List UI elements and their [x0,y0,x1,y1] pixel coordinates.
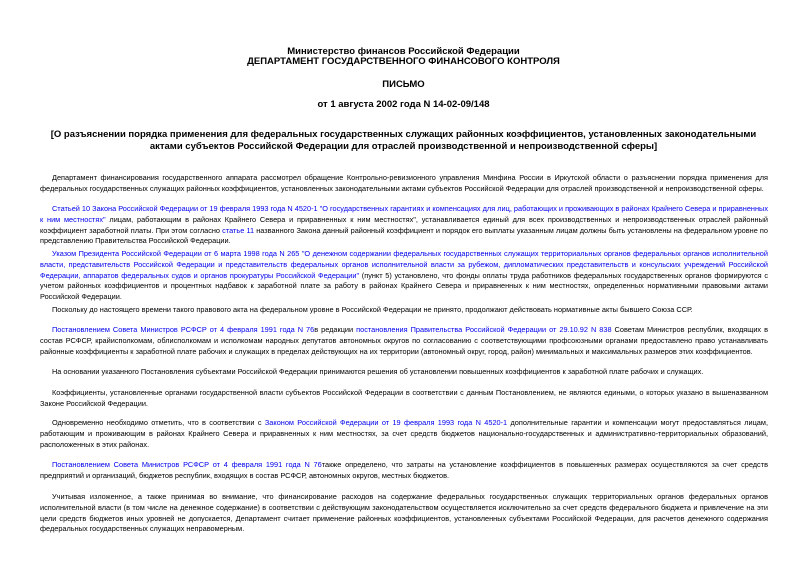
paragraph [40,204,768,246]
document-type: ПИСЬМО [382,79,425,90]
paragraph [40,305,768,316]
document-link[interactable]: Законом Российской Федерации от 19 февраля 1993 года N 4520-1 [264,418,508,427]
document-link[interactable]: Статьей 10 Закона Российской Федерации от 19 февраля 1993 года N 4520-1 "О государственных гарантиях и компенсациях для лиц, работающих и проживающих в районах Крайнего Севера и приравненных к ним местностях" [40,204,768,224]
document-title: [О разъяснении порядка применения для федеральных государственных служащих районных коэффициентов, установленных законодательными актами субъектов Российской Федерации для отраслей производственной и непроизводственной сферы] [50,129,757,152]
paragraph-text: Коэффициенты, установленные органами государственной власти субъектов Российской Федерации в соответствии с данным Постановлением, не являются едиными, о которых указано в вышеназванном Законе Российской Федерации. [40,388,768,408]
paragraph [40,367,768,378]
paragraph-text: лицам, работающим в районах Крайнего Севера и приравненных к ним местностях", устанавливается единый для всех производственных и непроизводственных отраслей районный коэффициент заработной платы. При этом согласно [40,214,768,235]
paragraph-text: в редакции [314,325,357,334]
paragraph-text: названного Закона данный районный коэффициент и порядок его выплаты указанным лицам должны быть установлены на федеральном уровне по представлению Правительства Российской Федерации. [40,225,768,246]
paragraph-text: (пункт 5) установлено, что фонды оплаты труда работников федеральных государственных органов формируются с учетом районных коэффициентов и процентных надбавок к заработной плате за работу в районах Крайнего Севера и приравненных к ним местностях, определенных нормативными правовыми актами Российской Федерации. [40,270,768,302]
document-link[interactable]: Постановлением Совета Министров РСФСР от 4 февраля 1991 года N 76 [52,325,315,334]
document-link[interactable]: Постановлением Совета Министров РСФСР от 4 февраля 1991 года N 76 [52,460,322,469]
paragraph-text: также определено, что затраты на установление коэффициентов в повышенных размерах осуществляются за счет средств предприятий и организаций, бюджетов республик, входящих в состав РСФСР, автономных округов, местных бюджетов. [40,460,768,480]
document-link[interactable]: статье 11 [222,225,255,235]
paragraph [40,249,768,302]
paragraph-text: Одновременно необходимо отметить, что в соответствии с [52,418,265,427]
paragraph [40,418,768,451]
paragraph-text: На основании указанного Постановления субъектами Российской Федерации принимаются решения об установлении повышенных коэффициентов к заработной плате рабочих и служащих. [52,367,704,376]
paragraph-text: Советам Министров республик, входящих в состав РСФСР, крайисполкомам, облисполкомам и исполкомам народных депутатов автономных округов по согласованию с соответствующими профсоюзными органами предоставлено право устанавливать районные коэффициенты к заработной плате рабочих и служащих в пределах действующих на их территории (автономный округ, город, район) минимальных и максимальных размеров этих коэффициентов. [40,325,768,356]
department-name: ДЕПАРТАМЕНТ ГОСУДАРСТВЕННОГО ФИНАНСОВОГО КОНТРОЛЯ [247,56,560,67]
ministry-name: Министерство финансов Российской Федерации [287,46,520,57]
paragraph-text: Поскольку до настоящего времени такого правового акта на федеральном уровне в Российской Федерации не принято, продолжают действовать нормативные акты бывшего Союза ССР. [52,305,693,314]
paragraph [40,460,768,482]
paragraph-text: дополнительные гарантии и компенсации могут предоставляться лицам, работающим и проживающим в районах Крайнего Севера и приравненных к ним местностях, за счет средств бюджетов национально-государственных и административно-территориальных образований, расположенных в этих районах. [40,418,768,449]
document-date-number: от 1 августа 2002 года N 14-02-09/148 [317,99,490,110]
paragraph [40,388,768,410]
paragraph [40,492,768,536]
document-link[interactable]: постановления Правительства Российской Федерации от 29.10.92 N 838 [356,325,612,334]
paragraph-text: Учитывая изложенное, а также принимая во внимание, что финансирование расходов на содержание федеральных государственных служащих территориальных органов федеральных органов исполнительной власти (в том числе на денежное содержание) в соответствии с действующим законодательством осуществляется исключительно за счет средств федерального бюджета и привлечение на эти цели средств бюджетов иных уровней не допускается, Департамент считает применение районных коэффициентов, установленных субъектами Российской Федерации, для расчетов денежного содержания федеральных государственных служащих неправомерным. [40,492,768,534]
paragraph [40,325,768,358]
document-link[interactable]: Указом Президента Российской Федерации от 6 марта 1998 года N 265 "О денежном содержании федеральных государственных служащих территориальных органов федеральных органов исполнительной власти, представительств Российской Федерации и представительств федеральных органов исполнительной власти за рубежом, дипломатических представительств и консульских учреждений Российской Федерации, аппаратов федеральных судов и органов прокуратуры Российской Федерации" [40,249,768,280]
paragraph-text: Департамент финансирования государственного аппарата рассмотрел обращение Контрольно-ревизионного управления Минфина России в Иркутской области о разъяснении порядка применения для федеральных государственных служащих районных коэффициентов, установленных законодательными актами субъектов Российской Федерации для отраслей производственной и непроизводственной сферы. [40,173,768,193]
paragraph [40,173,768,195]
